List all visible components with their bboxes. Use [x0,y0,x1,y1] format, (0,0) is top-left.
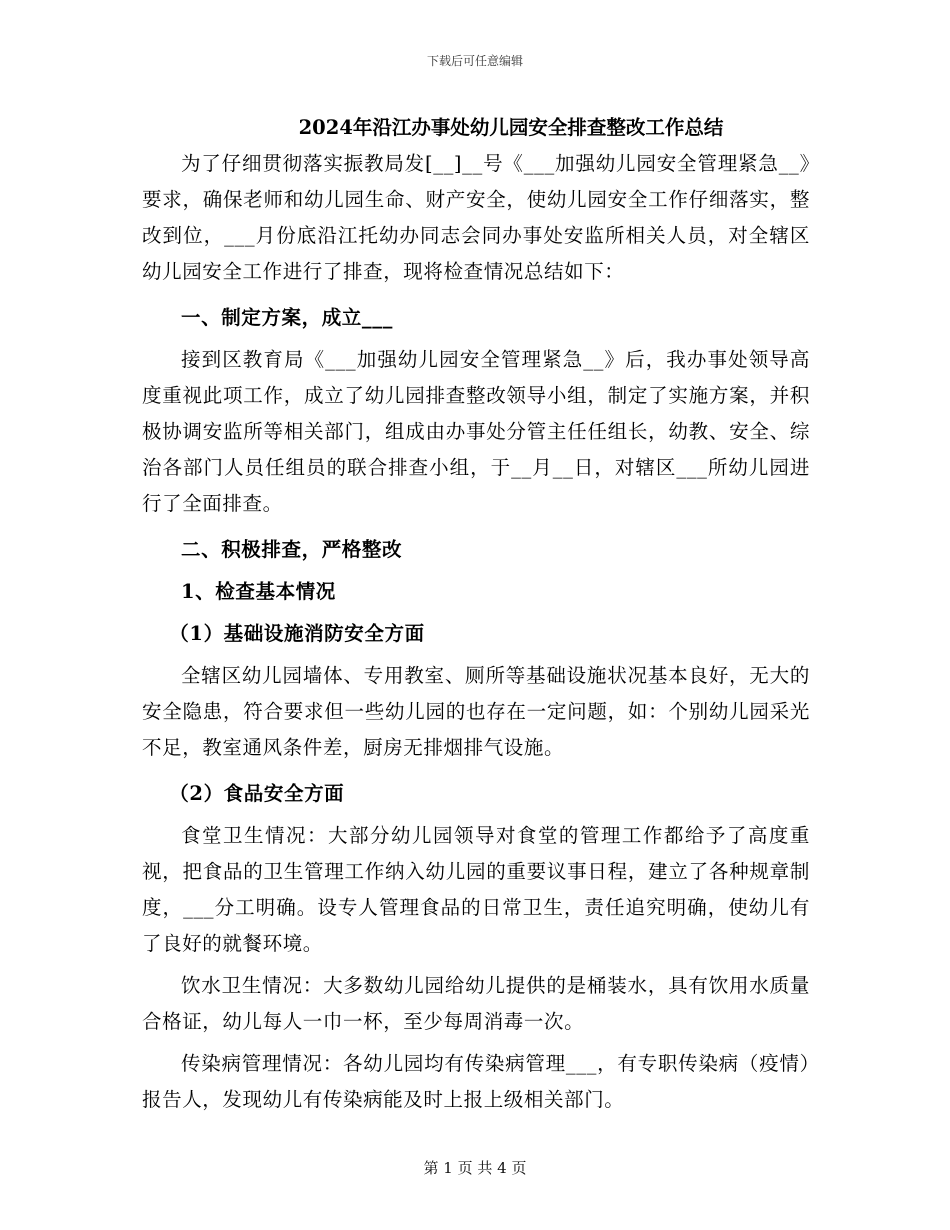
section-2-heading: 二、积极排查，严格整改 [181,538,403,561]
water-hygiene-paragraph: 饮水卫生情况：大多数幼儿园给幼儿提供的是桶装水，具有饮用水质量合格证，幼儿每人一巾一杯，至少每周消毒一次。 [142,974,810,1033]
section-2-1-a-heading: （1）基础设施消防安全方面 [169,622,425,645]
document-body [142,110,810,1118]
section-1-heading: 一、制定方案，成立___ [181,306,393,329]
section-2-1-b-heading: （2）食品安全方面 [169,782,345,805]
food-hygiene-paragraph: 食堂卫生情况：大部分幼儿园领导对食堂的管理工作都给予了高度重视，把食品的卫生管理工作纳入幼儿园的重要议事日程，建立了各种规章制度，___分工明确。设专人管理食品的日常卫生，责任追究明确，使幼儿有了良好的就餐环境。 [142,824,810,955]
disease-management-paragraph: 传染病管理情况：各幼儿园均有传染病管理___，有专职传染病（疫情）报告人，发现幼儿有传染病能及时上报上级相关部门。 [142,1052,810,1111]
section-1-paragraph: 接到区教育局《___加强幼儿园安全管理紧急__》后，我办事处领导高度重视此项工作，成立了幼儿园排查整改领导小组，制定了实施方案，并积极协调安监所等相关部门，组成由办事处分管主任任组长，幼教、安全、综治各部门人员任组员的联合排查小组，于__月__日，对辖区___所幼儿园进行了全面排查。 [142,348,810,515]
section-2-1-a-paragraph: 全辖区幼儿园墙体、专用教室、厕所等基础设施状况基本良好，无大的安全隐患，符合要求但一些幼儿园的也存在一定问题，如：个别幼儿园采光不足，教室通风条件差，厨房无排烟排气设施。 [142,664,810,759]
page-number: 第 1 页 共 4 页 [423,1159,527,1177]
document-title: 2024年沿江办事处幼儿园安全排查整改工作总结 [298,116,724,139]
section-2-1-heading: 1、检查基本情况 [181,580,336,603]
header-note: 下载后可任意编辑 [426,54,523,68]
intro-paragraph: 为了仔细贯彻落实振教局发[__]__号《___加强幼儿园安全管理紧急__》要求，确保老师和幼儿园生命、财产安全，使幼儿园安全工作仔细落实，整改到位，___月份底沿江托幼办同志会同办事处安监所相关人员，对全辖区幼儿园安全工作进行了排查，现将检查情况总结如下： [142,152,810,283]
